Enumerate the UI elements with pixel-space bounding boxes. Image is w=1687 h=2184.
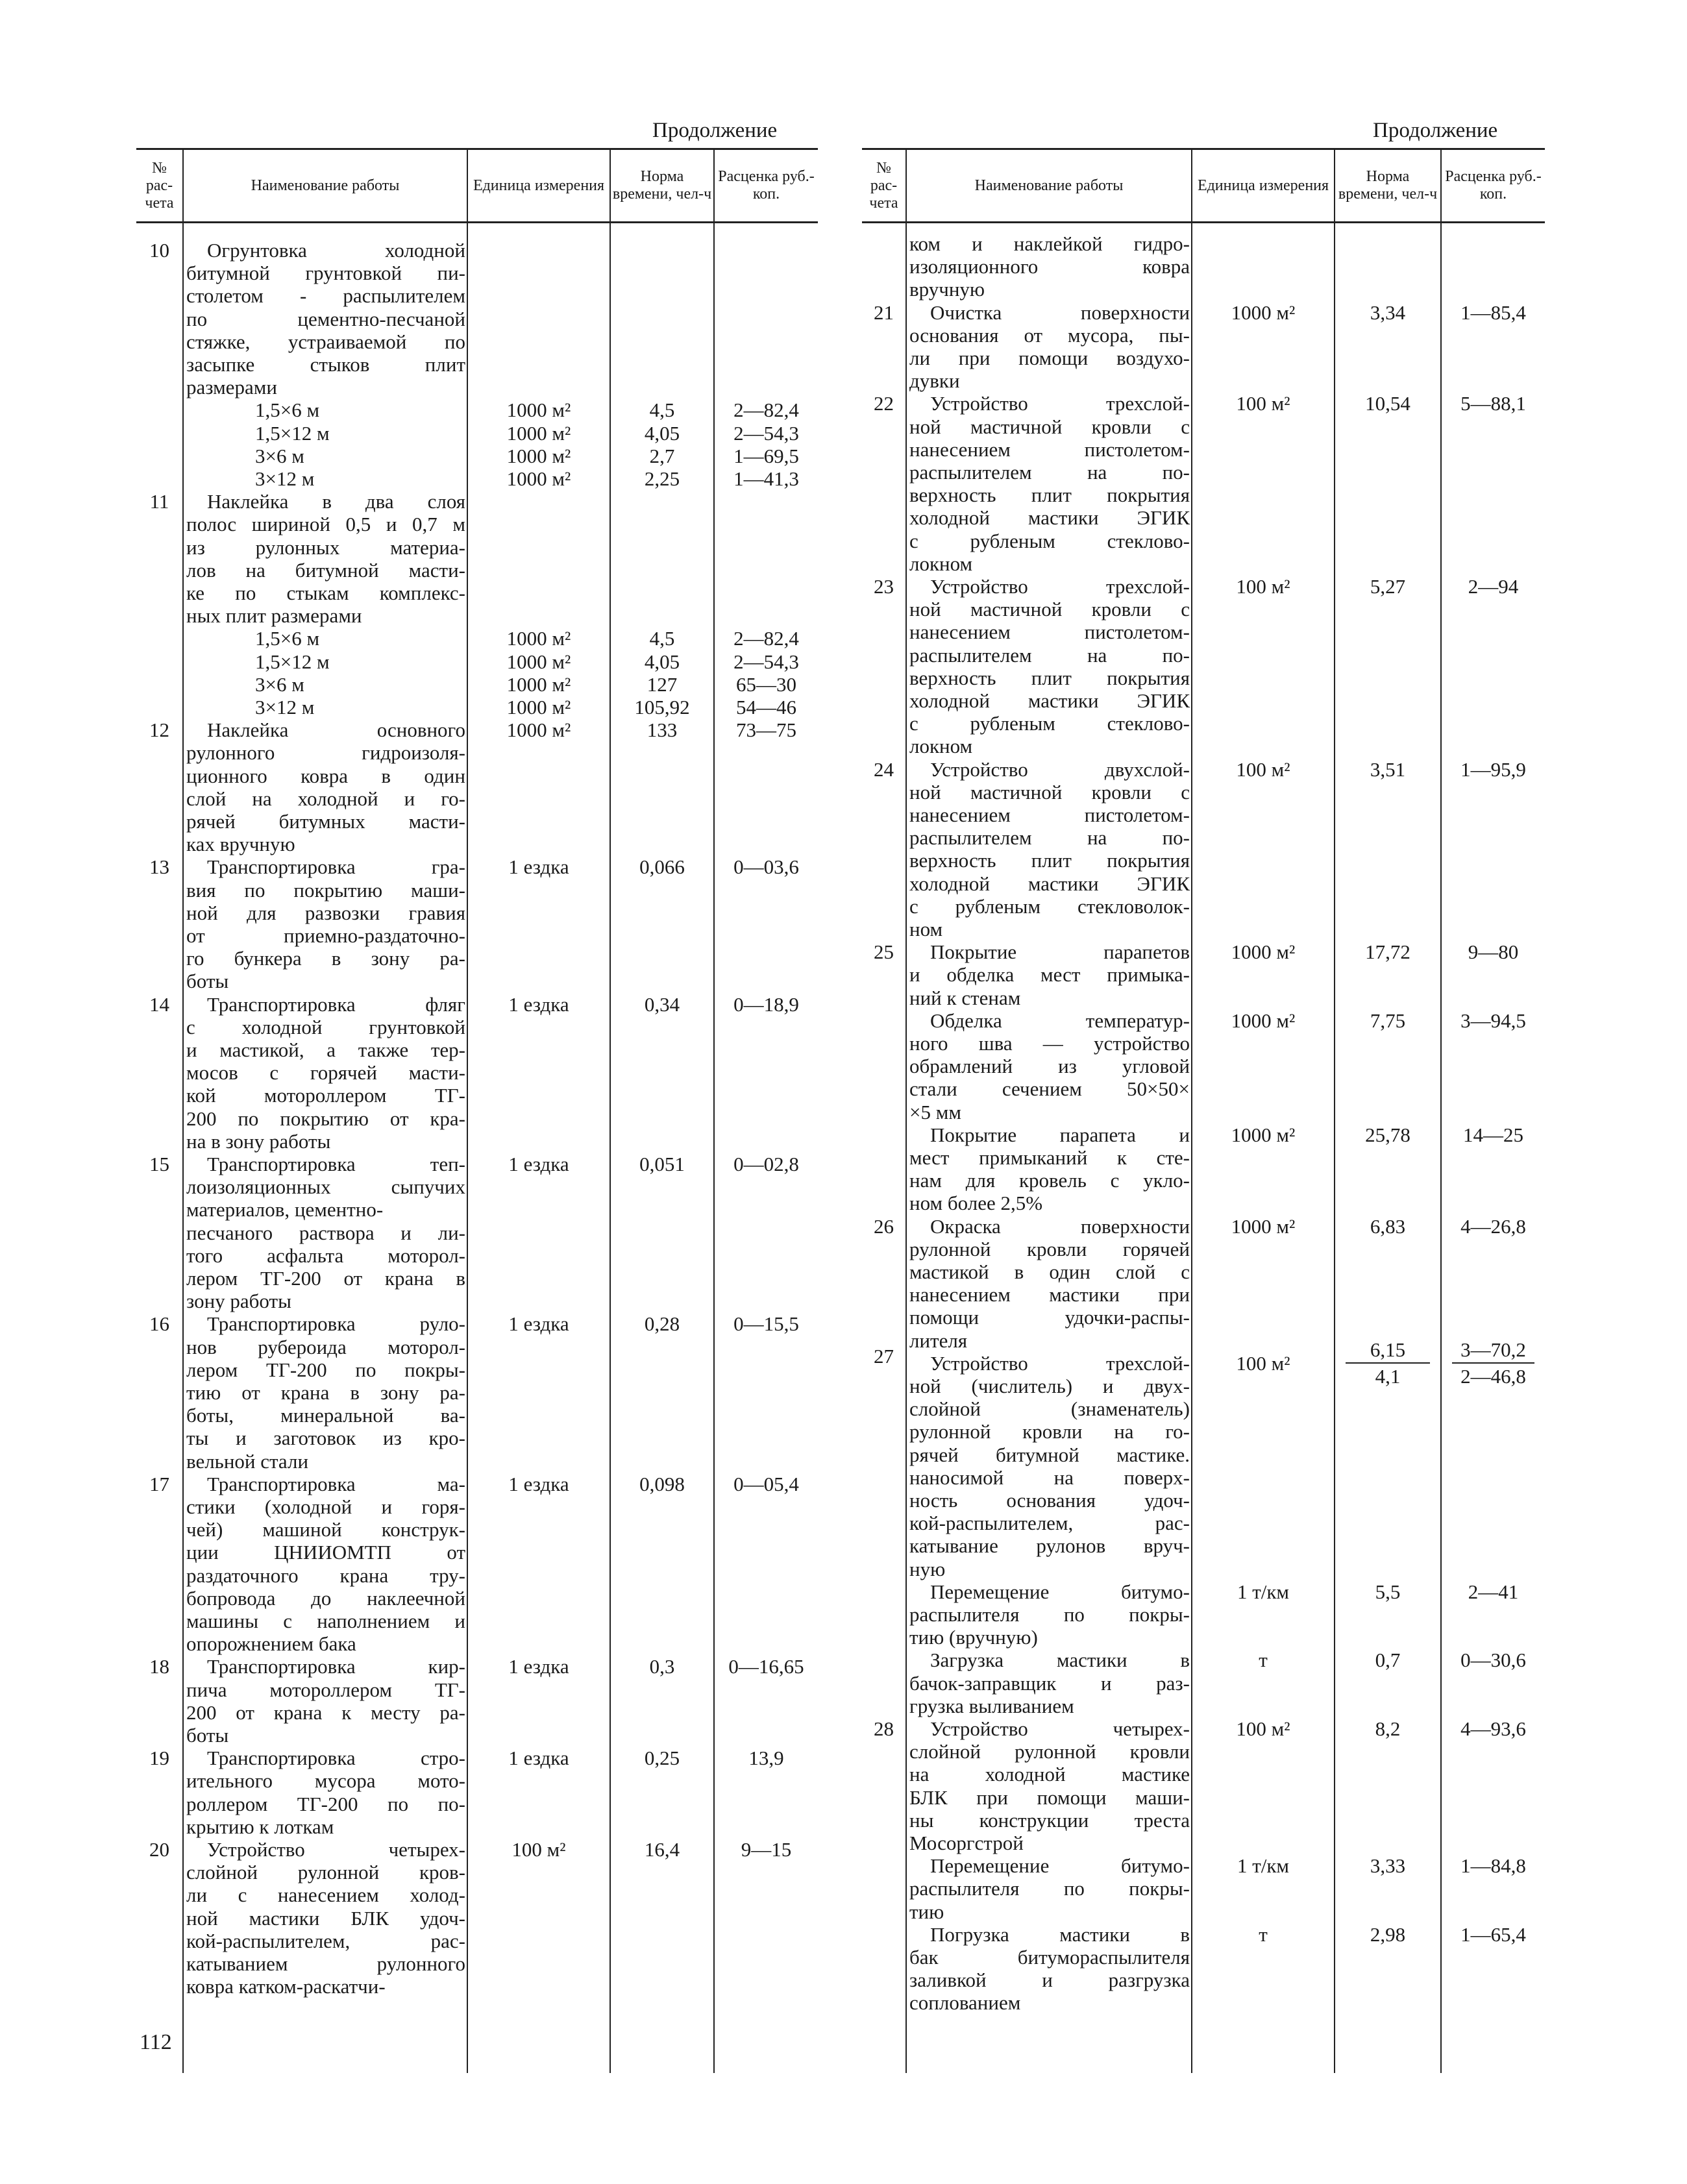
work-name-line: Наклейка основного	[207, 718, 465, 742]
unit-value: 1000 м²	[506, 672, 571, 696]
row-number: 20	[149, 1838, 169, 1861]
col-header-num: № рас- чета	[862, 149, 906, 223]
work-name-line: Устройство трехслой-	[930, 1351, 1190, 1375]
row-number: 28	[874, 1717, 894, 1740]
work-name-line: и мастикой, а также тер-	[186, 1038, 465, 1061]
price-value: 0—03,6	[733, 855, 799, 879]
work-name-line: рулонной кровли горячей	[909, 1237, 1190, 1260]
work-name-line: Обделка температур-	[930, 1009, 1190, 1032]
unit-value: 1000 м²	[1231, 1214, 1296, 1238]
row-number: 21	[874, 301, 894, 324]
work-name-line: катыванием рулонного	[186, 1952, 465, 1975]
work-name-line: Устройство трехслой-	[930, 575, 1190, 598]
work-name-line: Транспортировка кир-	[207, 1655, 465, 1678]
unit-value: 100 м²	[1236, 392, 1290, 415]
price-value: 14—25	[1463, 1123, 1523, 1146]
work-name-line: ковра катком-раскатчи-	[186, 1975, 386, 1998]
work-name-line: ний к стенам	[909, 986, 1021, 1009]
work-name-line: боты	[186, 970, 229, 993]
norm-value: 2,98	[1370, 1922, 1406, 1946]
price-value: 1—84,8	[1460, 1854, 1526, 1878]
row-number: 19	[149, 1747, 169, 1770]
work-name-line: верхность плит покрытия	[909, 849, 1190, 872]
work-name-line: заливкой и разгрузка	[909, 1969, 1190, 1992]
work-name-line: рячей битумной мастике.	[909, 1443, 1190, 1466]
work-name-line: ли с нанесением холод-	[186, 1883, 465, 1907]
work-name-line: распылителем на по-	[909, 461, 1190, 484]
price-value: 0—15,5	[733, 1312, 799, 1336]
price-value: 1—69,5	[733, 444, 799, 467]
work-name-line: стяжке, устраиваемой по	[186, 330, 465, 353]
price-value: 73—75	[736, 718, 796, 742]
work-name-line: 200 по покрытию от кра-	[186, 1107, 465, 1130]
work-name-line: боты, минеральной ва-	[186, 1404, 465, 1427]
work-name-line: тию	[909, 1900, 944, 1923]
row-number: 12	[149, 718, 169, 742]
norm-value: 2,25	[644, 467, 680, 490]
work-name-line: нанесением пистолетом-	[909, 620, 1190, 644]
col-header-unit: Единица измерения	[467, 149, 610, 223]
row-number: 14	[149, 992, 169, 1016]
norm-value: 127	[646, 672, 678, 696]
work-name-line: го бункера в зону ра-	[186, 947, 465, 970]
work-name-line: Транспортировка руло-	[207, 1312, 465, 1336]
work-name-line: 3×6 м	[255, 672, 304, 696]
norm-value: 4,5	[649, 399, 675, 422]
work-name-line: чей) машиной конструк-	[186, 1518, 465, 1541]
work-name-line: холодной мастики ЭГИК	[909, 872, 1190, 895]
work-name-line: Погрузка мастики в	[930, 1922, 1190, 1946]
work-name-line: распылителя по покры-	[909, 1603, 1190, 1626]
work-name-line: из рулонных материа-	[186, 535, 465, 559]
numerator: 3—70,2	[1460, 1338, 1526, 1361]
price-value: 4—93,6	[1460, 1717, 1526, 1740]
norm-value: 133	[646, 718, 678, 742]
price-value: 13,9	[748, 1747, 784, 1770]
col-header-norm: Норма времени, чел-ч	[1335, 149, 1441, 223]
unit-value: 1 ездка	[508, 855, 569, 879]
work-name-line: Транспортировка стро-	[207, 1747, 465, 1770]
work-name-line: ком и наклейкой гидро-	[909, 232, 1190, 255]
work-name-line: роллером ТГ-200 по по-	[186, 1792, 465, 1815]
work-name-line: ительного мусора мото-	[186, 1769, 465, 1793]
price-value: 2—54,3	[733, 421, 799, 445]
unit-value: т	[1259, 1922, 1268, 1946]
row-number: 27	[874, 1345, 894, 1368]
work-name-line: вия по покрытию маши-	[186, 878, 465, 902]
norm-value: 0,25	[644, 1747, 680, 1770]
work-name-line: по цементно-песчаной	[186, 307, 465, 330]
work-name-line: 3×12 м	[255, 696, 315, 718]
work-name-line: и обделка мест примыка-	[909, 963, 1190, 987]
unit-value: 1 ездка	[508, 1153, 569, 1175]
numerator: 6,15	[1370, 1338, 1406, 1361]
work-name-line: ты и заготовок из кро-	[186, 1427, 465, 1450]
price-value: 4—26,8	[1460, 1214, 1526, 1238]
work-name-line: с рубленым стеклово-	[909, 712, 1190, 735]
col-header-norm: Норма времени, чел-ч	[610, 149, 714, 223]
work-name-line: Устройство четырех-	[930, 1717, 1190, 1740]
price-value: 1—95,9	[1460, 757, 1526, 781]
unit-value: 100 м²	[1236, 757, 1290, 781]
row-number: 25	[874, 940, 894, 964]
work-name-line: ке по стыкам комплекс-	[186, 582, 465, 604]
work-name-line: ×5 мм	[909, 1100, 961, 1123]
work-name-line: слойной рулонной кров-	[186, 1861, 465, 1884]
price-value: 2—82,4	[733, 627, 799, 650]
row-number: 15	[149, 1153, 169, 1175]
unit-value: 100 м²	[511, 1838, 566, 1861]
unit-value: 1 ездка	[508, 992, 569, 1016]
norm-value: 4,5	[649, 627, 675, 650]
work-name-line: ном	[909, 918, 943, 940]
col-header-unit: Единица измерения	[1192, 149, 1335, 223]
norm-value: 8,2	[1375, 1717, 1401, 1740]
row-number: 11	[149, 490, 169, 513]
work-name-line: помощи удочки-распы-	[909, 1306, 1190, 1329]
work-name-line: кой мотороллером ТГ-	[186, 1084, 465, 1107]
work-name-line: крытию к лоткам	[186, 1815, 334, 1838]
work-name-line: кой-распылителем, рас-	[909, 1512, 1190, 1535]
work-name-line: мест примыканий к сте-	[909, 1146, 1190, 1169]
work-name-line: 3×6 м	[255, 444, 304, 467]
work-name-line: ной мастичной кровли с	[909, 598, 1190, 621]
unit-value: 100 м²	[1236, 1351, 1290, 1375]
work-name-line: ках вручную	[186, 833, 295, 856]
col-header-name: Наименование работы	[183, 149, 467, 223]
work-name-line: лов на битумной масти-	[186, 558, 465, 582]
work-name-line: тию (вручную)	[909, 1626, 1038, 1649]
work-name-line: слой на холодной и го-	[186, 787, 465, 810]
norm-value: 4,05	[644, 650, 680, 673]
work-name-line: мастикой в один слой с	[909, 1260, 1190, 1283]
price-value: 2—41	[1468, 1580, 1519, 1603]
work-name-line: вельной стали	[186, 1449, 309, 1473]
norm-value: 0,051	[639, 1153, 685, 1175]
unit-value: 1 ездка	[508, 1312, 569, 1336]
work-name-line: нанесением пистолетом-	[909, 437, 1190, 461]
work-name-line: того асфальта моторол-	[186, 1244, 465, 1267]
work-name-line: Покрытие парапетов	[930, 940, 1190, 964]
work-name-line: нанесением пистолетом-	[909, 804, 1190, 826]
work-name-line: Транспортировка гра-	[207, 855, 465, 879]
work-name-line: тию от крана в зону ра-	[186, 1381, 465, 1404]
work-name-line: распылителем на по-	[909, 826, 1190, 850]
row-number: 23	[874, 575, 894, 598]
work-name-line: изоляционного ковра	[909, 255, 1190, 278]
norm-value: 0,28	[644, 1312, 680, 1336]
rates-table-right	[862, 148, 1545, 2073]
work-name-line: пича мотороллером ТГ-	[186, 1678, 465, 1701]
work-name-line: материалов, цементно-	[186, 1198, 384, 1221]
work-name-line: стали сечением 50×50×	[909, 1077, 1190, 1101]
unit-value: 1000 м²	[1231, 301, 1296, 324]
price-value: 0—02,8	[733, 1153, 799, 1175]
work-name-line: основания от мусора, пы-	[909, 323, 1190, 347]
work-name-line: боты	[186, 1724, 229, 1747]
unit-value: 1000 м²	[506, 696, 571, 718]
work-name-line: рулонного гидроизоля-	[186, 741, 465, 765]
work-name-line: слойной (знаменатель)	[909, 1397, 1190, 1421]
work-name-line: 200 от крана к месту ра-	[186, 1700, 465, 1724]
work-name-line: БЛК при помощи маши-	[909, 1785, 1190, 1809]
work-name-line: с рубленым стеклово-	[909, 529, 1190, 552]
work-name-line: Очистка поверхности	[930, 301, 1190, 324]
unit-value: 100 м²	[1236, 575, 1290, 598]
unit-value: 1 ездка	[508, 1747, 569, 1770]
work-name-line: распылителем на по-	[909, 643, 1190, 667]
work-name-line: верхность плит покрытия	[909, 484, 1190, 507]
norm-value: 0,098	[639, 1472, 685, 1495]
work-name-line: Огрунтовка холодной	[207, 239, 465, 262]
norm-value: 2,7	[649, 444, 675, 467]
denominator: 2—46,8	[1460, 1364, 1526, 1388]
row-number: 24	[874, 757, 894, 781]
work-name-line: Окраска поверхности	[930, 1214, 1190, 1238]
work-name-line: наносимой на поверх-	[909, 1466, 1190, 1489]
work-name-line: полос шириной 0,5 и 0,7 м	[186, 513, 465, 536]
price-value: 1—65,4	[1460, 1922, 1526, 1946]
price-value: 65—30	[736, 672, 796, 696]
work-name-line: Мосоргстрой	[909, 1832, 1024, 1854]
row-number: 16	[149, 1312, 169, 1336]
unit-value: т	[1259, 1649, 1268, 1672]
unit-value: 1000 м²	[506, 399, 571, 422]
norm-value: 4,05	[644, 421, 680, 445]
unit-value: 1 ездка	[508, 1472, 569, 1495]
work-name-line: ной мастичной кровли с	[909, 780, 1190, 804]
work-name-line: зону работы	[186, 1290, 291, 1313]
work-name-line: Перемещение битумо-	[930, 1854, 1190, 1878]
norm-value: 5,27	[1370, 575, 1406, 598]
work-name-line: лером ТГ-200 от крана в	[186, 1267, 465, 1290]
price-value: 5—88,1	[1460, 392, 1526, 415]
work-name-line: Наклейка в два слоя	[207, 490, 465, 513]
unit-value: 100 м²	[1236, 1717, 1290, 1740]
norm-value: 3,33	[1370, 1854, 1406, 1878]
page-number: 112	[140, 2030, 172, 2054]
work-name-line: Перемещение битумо-	[930, 1580, 1190, 1603]
price-value: 0—18,9	[733, 992, 799, 1016]
row-number: 18	[149, 1655, 169, 1678]
work-name-line: Устройство двухслой-	[930, 757, 1190, 781]
work-name-line: рячей битумных масти-	[186, 810, 465, 833]
work-name-line: на холодной мастике	[909, 1763, 1190, 1786]
work-name-line: Загрузка мастики в	[930, 1649, 1190, 1672]
work-name-line: Покрытие парапета и	[930, 1123, 1190, 1146]
unit-value: 1000 м²	[506, 650, 571, 673]
unit-value: 1000 м²	[506, 421, 571, 445]
norm-value: 6,83	[1370, 1214, 1406, 1238]
norm-value: 17,72	[1365, 940, 1410, 964]
work-name-line: локном	[909, 735, 973, 758]
work-name-line: верхность плит покрытия	[909, 666, 1190, 689]
norm-value: 7,75	[1370, 1009, 1406, 1032]
work-name-line: ного шва — устройство	[909, 1032, 1190, 1055]
work-name-line: Транспортировка фляг	[207, 992, 465, 1016]
work-name-line: бопровода до наклеечной	[186, 1586, 465, 1610]
unit-value: 1 т/км	[1237, 1580, 1290, 1603]
work-name-line: 1,5×12 м	[255, 650, 330, 673]
norm-value: 10,54	[1365, 392, 1410, 415]
work-name-line: бак битумораспылителя	[909, 1946, 1190, 1969]
work-name-line: обрамлений из угловой	[909, 1055, 1190, 1078]
work-name-line: 1,5×6 м	[255, 627, 320, 650]
work-name-line: 3×12 м	[255, 467, 315, 490]
work-name-line: песчаного раствора и ли-	[186, 1221, 465, 1244]
price-value: 2—54,3	[733, 650, 799, 673]
row-number: 17	[149, 1472, 169, 1495]
work-name-line: столетом - распылителем	[186, 284, 465, 308]
work-name-line: раздаточного крана тру-	[186, 1564, 465, 1587]
price-value: 1—41,3	[733, 467, 799, 490]
norm-value: 0,7	[1375, 1649, 1401, 1672]
rates-table-left	[136, 148, 818, 2073]
norm-value: 3,34	[1370, 301, 1406, 324]
work-name-line: ной для развозки гравия	[186, 901, 465, 924]
norm-value: 105,92	[634, 696, 690, 718]
work-name-line: кой-распылителем, рас-	[186, 1929, 465, 1952]
row-number: 22	[874, 392, 894, 415]
unit-value: 1000 м²	[506, 467, 571, 490]
unit-value: 1000 м²	[506, 627, 571, 650]
price-fraction	[1442, 1338, 1545, 1388]
col-header-price: Расценка руб.-коп.	[1441, 149, 1545, 223]
work-name-line: ли при помощи воздухо-	[909, 347, 1190, 369]
price-value: 0—16,65	[728, 1655, 804, 1678]
price-value: 2—94	[1468, 575, 1519, 598]
unit-value: 1 ездка	[508, 1655, 569, 1678]
work-name-line: соплованием	[909, 1991, 1021, 2015]
work-name-line: размерами	[186, 376, 277, 399]
work-name-line: нов рубероида моторол-	[186, 1335, 465, 1358]
work-name-line: мосов с горячей масти-	[186, 1061, 465, 1085]
row-number: 10	[149, 239, 169, 262]
work-name-line: Транспортировка теп-	[207, 1153, 465, 1175]
price-value: 54—46	[736, 696, 796, 718]
work-name-line: нанесением мастики при	[909, 1283, 1190, 1307]
work-name-line: битумной грунтовкой пи-	[186, 262, 465, 285]
price-value: 9—15	[741, 1838, 792, 1861]
norm-value: 5,5	[1375, 1580, 1401, 1603]
work-name-line: вручную	[909, 278, 985, 301]
denominator: 4,1	[1375, 1364, 1401, 1388]
work-name-line: машины с наполнением и	[186, 1610, 465, 1632]
norm-fraction	[1335, 1338, 1440, 1388]
norm-value: 0,3	[649, 1655, 675, 1678]
work-name-line: лителя	[909, 1329, 968, 1352]
work-name-line: дувки	[909, 369, 960, 393]
work-name-line: локном	[909, 552, 973, 575]
price-value: 2—82,4	[733, 399, 799, 422]
price-value: 1—85,4	[1460, 301, 1526, 324]
work-name-line: 1,5×12 м	[255, 421, 330, 445]
continuation-label-left: Продолжение	[652, 119, 778, 142]
work-name-line: лером ТГ-200 по покры-	[186, 1358, 465, 1381]
work-name-line: грузка выливанием	[909, 1694, 1074, 1717]
norm-value: 25,78	[1365, 1123, 1410, 1146]
work-name-line: лоизоляционных сыпучих	[186, 1175, 465, 1199]
work-name-line: холодной мастики ЭГИК	[909, 689, 1190, 712]
unit-value: 1 т/км	[1237, 1854, 1290, 1878]
work-name-line: Устройство трехслой-	[930, 392, 1190, 415]
unit-value: 1000 м²	[1231, 1123, 1296, 1146]
work-name-line: ной (числитель) и двух-	[909, 1375, 1190, 1397]
norm-value: 16,4	[644, 1838, 680, 1861]
work-name-line: рулонной кровли на го-	[909, 1420, 1190, 1443]
fraction-bar	[1346, 1362, 1430, 1364]
work-name-line: 1,5×6 м	[255, 399, 320, 422]
work-name-line: ной мастики БЛК удоч-	[186, 1906, 465, 1930]
work-name-line: катывание рулонов вруч-	[909, 1534, 1190, 1558]
work-name-line: Транспортировка ма-	[207, 1472, 465, 1495]
work-name-line: ность основания удоч-	[909, 1489, 1190, 1512]
work-name-line: с холодной грунтовкой	[186, 1015, 465, 1038]
work-name-line: ном более 2,5%	[909, 1192, 1043, 1215]
price-value: 3—94,5	[1460, 1009, 1526, 1032]
col-header-name: Наименование работы	[906, 149, 1192, 223]
unit-value: 1000 м²	[506, 444, 571, 467]
work-name-line: ных плит размерами	[186, 604, 362, 628]
work-name-line: бачок-заправщик и раз-	[909, 1671, 1190, 1695]
price-value: 9—80	[1468, 940, 1519, 964]
work-name-line: ции ЦНИИОМТП от	[186, 1541, 465, 1564]
work-name-line: Устройство четырех-	[207, 1838, 465, 1861]
work-name-line: распылителя по покры-	[909, 1877, 1190, 1900]
work-name-line: на в зону работы	[186, 1129, 331, 1153]
work-name-line: стики (холодной и горя-	[186, 1495, 465, 1518]
col-header-price: Расценка руб.-коп.	[714, 149, 818, 223]
work-name-line: ционного ковра в один	[186, 764, 465, 787]
work-name-line: засыпке стыков плит	[186, 353, 465, 376]
work-name-line: с рубленым стекловолок-	[909, 894, 1190, 918]
row-number: 26	[874, 1214, 894, 1238]
work-name-line: нам для кровель с укло-	[909, 1169, 1190, 1192]
continuation-label-right: Продолжение	[1373, 119, 1498, 142]
unit-value: 1000 м²	[1231, 940, 1296, 964]
work-name-line: слойной рулонной кровли	[909, 1740, 1190, 1763]
work-name-line: опорожнением бака	[186, 1632, 356, 1656]
work-name-line: ную	[909, 1557, 946, 1580]
fraction-bar	[1452, 1362, 1534, 1364]
norm-value: 0,34	[644, 992, 680, 1016]
work-name-line: от приемно-раздаточно-	[186, 924, 465, 947]
col-header-num: № рас- чета	[136, 149, 183, 223]
work-name-line: ны конструкции треста	[909, 1808, 1190, 1832]
unit-value: 1000 м²	[1231, 1009, 1296, 1032]
unit-value: 1000 м²	[506, 718, 571, 742]
work-name-line: холодной мастики ЭГИК	[909, 506, 1190, 530]
norm-value: 3,51	[1370, 757, 1406, 781]
price-value: 0—30,6	[1460, 1649, 1526, 1672]
price-value: 0—05,4	[733, 1472, 799, 1495]
work-name-line: ной мастичной кровли с	[909, 415, 1190, 438]
norm-value: 0,066	[639, 855, 685, 879]
row-number: 13	[149, 855, 169, 879]
